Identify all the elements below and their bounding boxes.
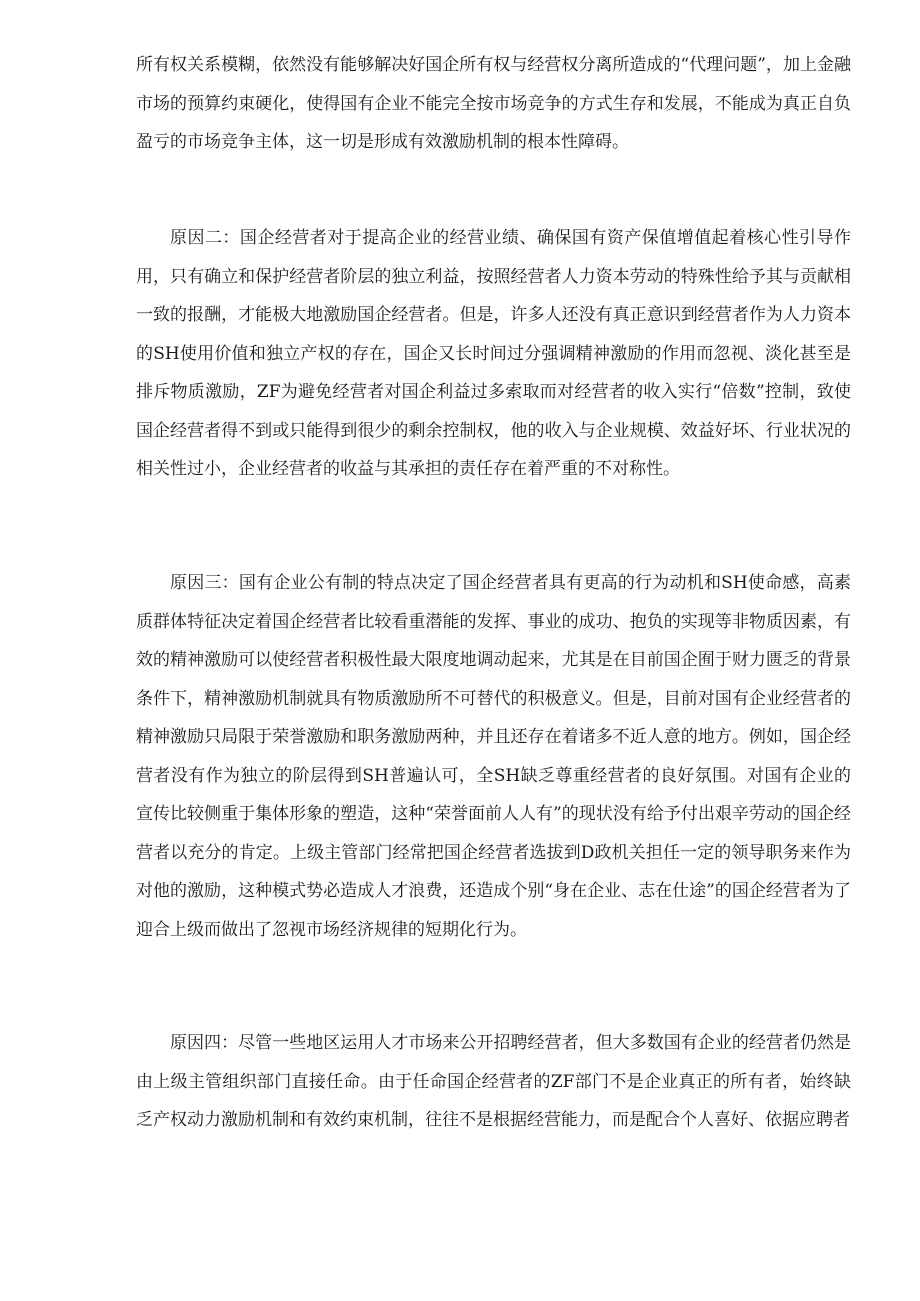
paragraph-continuation: 所有权关系模糊，依然没有能够解决好国企所有权与经营权分离所造成的“代理问题”，加上金融市场的预算约束硬化，使得国有企业不能完全按市场竞争的方式生存和发展，不能成为真正自负盈亏的市场竞争主体，这一切是形成有效激励机制的根本性障碍。 <box>136 55 851 152</box>
paragraph-reason-four: 原因四：尽管一些地区运用人才市场来公开招聘经营者，但大多数国有企业的经营者仍然是由上级主管组织部门直接任命。由于任命国企经营者的ZF部门不是企业真正的所有者，始终缺乏产权动力激励机制和有效约束机制，往往不是根据经营能力，而是配合个人喜好、依据应聘者 <box>136 1033 851 1130</box>
paragraph-reason-three: 原因三：国有企业公有制的特点决定了国企经营者具有更高的行为动机和SH使命感，高素质群体特征决定着国企经营者比较看重潜能的发挥、事业的成功、抱负的实现等非物质因素，有效的精神激励可以使经营者积极性最大限度地调动起来，尤其是在目前国企囿于财力匮乏的背景条件下，精神激励机制就具有物质激励所不可替代的积极意义。但是，目前对国有企业经营者的精神激励只局限于荣誉激励和职务激励两种，并且还存在着诸多不近人意的地方。例如，国企经营者没有作为独立的阶层得到SH普遍认可，全SH缺乏尊重经营者的良好氛围。对国有企业的宣传比较侧重于集体形象的塑造，这种“荣誉面前人人有”的现状没有给予付出艰辛劳动的国企经营者以充分的肯定。上级主管部门经常把国企经营者选拔到D政机关担任一定的领导职务来作为对他的激励，这种模式势必造成人才浪费，还造成个别“身在企业、志在仕途”的国企经营者为了迎合上级而做出了忽视市场经济规律的短期化行为。 <box>136 573 851 940</box>
paragraph-reason-two: 原因二：国企经营者对于提高企业的经营业绩、确保国有资产保值增值起着核心性引导作用，只有确立和保护经营者阶层的独立利益，按照经营者人力资本劳动的特殊性给予其与贡献相一致的报酬，才能极大地激励国企经营者。但是，许多人还没有真正意识到经营者作为人力资本的SH使用价值和独立产权的存在，国企又长时间过分强调精神激励的作用而忽视、淡化甚至是排斥物质激励，ZF为避免经营者对国企利益过多索取而对经营者的收入实行“倍数”控制，致使国企经营者得不到或只能得到很少的剩余控制权，他的收入与企业规模、效益好坏、行业状况的相关性过小，企业经营者的收益与其承担的责任存在着严重的不对称性。 <box>136 228 851 479</box>
